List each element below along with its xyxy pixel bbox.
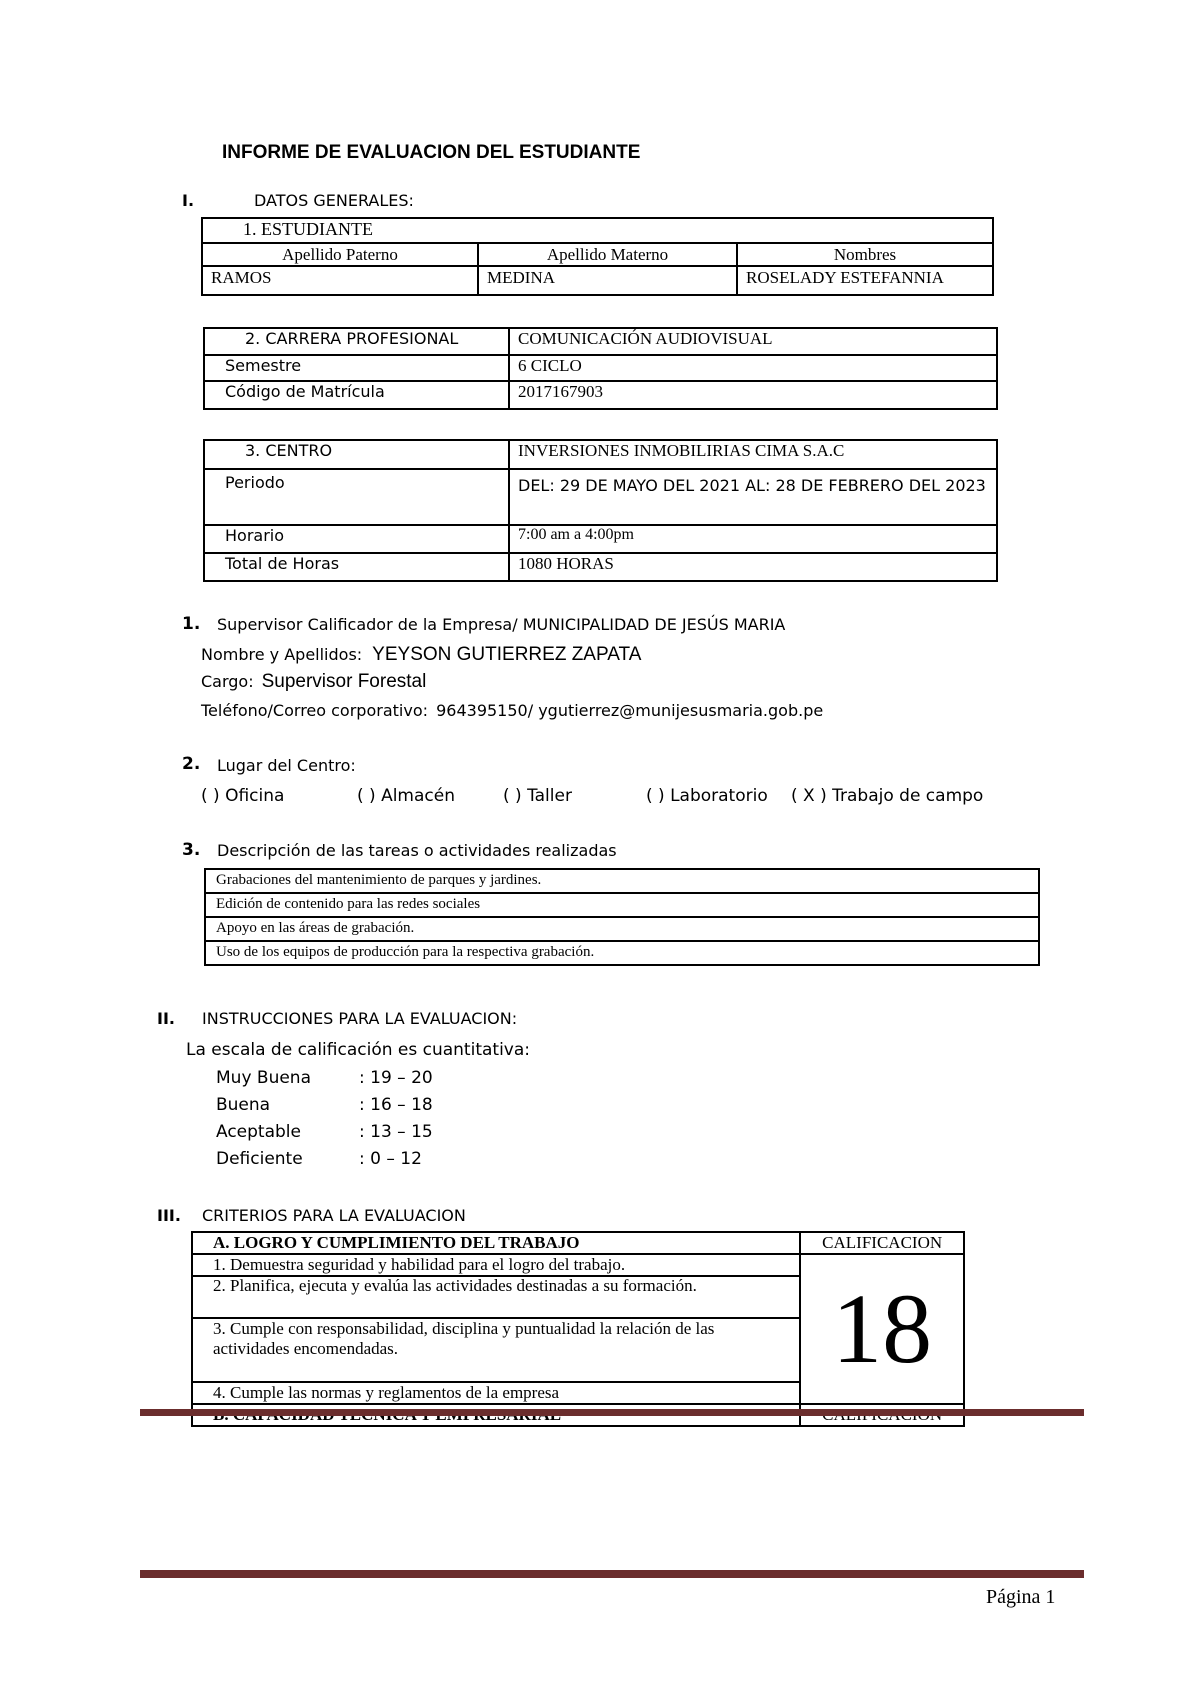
scale-row	[216, 1095, 433, 1115]
tasks-table	[204, 868, 1040, 966]
place-number: 2.	[182, 754, 201, 774]
option-taller: ( ) Taller	[503, 786, 572, 806]
career-table	[203, 327, 998, 410]
task-item: Grabaciones del mantenimiento de parques y jardines.	[205, 869, 1039, 893]
total-hours-value: 1080 HORAS	[509, 553, 997, 581]
section-2-numeral: II.	[157, 1009, 175, 1028]
supervisor-role-line	[201, 671, 426, 693]
place-options	[0, 786, 1200, 810]
option-oficina: ( ) Oficina	[201, 786, 285, 806]
footer-rule	[140, 1570, 1084, 1578]
career-label: 2. CARRERA PROFESIONAL	[204, 328, 509, 355]
semester-value: 6 CICLO	[509, 355, 997, 381]
section-3-heading: CRITERIOS PARA LA EVALUACION	[202, 1206, 466, 1225]
scale-row	[216, 1068, 433, 1088]
scale-intro: La escala de calificación es cuantitativa:	[186, 1040, 531, 1060]
enrollment-code-label: Código de Matrícula	[204, 381, 509, 409]
supervisor-heading: Supervisor Calificador de la Empresa/ MUNICIPALIDAD DE JESÚS MARIA	[217, 615, 786, 634]
supervisor-role-label: Cargo:	[201, 672, 254, 691]
center-value: INVERSIONES INMOBILIRIAS CIMA S.A.C	[509, 440, 997, 469]
period-value: DEL: 29 DE MAYO DEL 2021 AL: 28 DE FEBRERO DEL 2023	[509, 469, 997, 525]
section-3-numeral: III.	[157, 1206, 181, 1225]
total-hours-label: Total de Horas	[204, 553, 509, 581]
value-nombres: ROSELADY ESTEFANNIA	[737, 266, 993, 295]
scale-label: Buena	[216, 1095, 271, 1115]
col-nombres: Nombres	[737, 243, 993, 266]
tasks-heading: Descripción de las tareas o actividades realizadas	[217, 841, 617, 860]
criterion-item: 2. Planifica, ejecuta y evalúa las actividades destinadas a su formación.	[192, 1276, 800, 1318]
supervisor-name-label: Nombre y Apellidos:	[201, 645, 363, 664]
schedule-value: 7:00 am a 4:00pm	[509, 525, 997, 553]
center-table	[203, 439, 998, 582]
scale-row	[216, 1149, 422, 1169]
scale-range: : 13 – 15	[359, 1122, 433, 1142]
section-1-heading: DATOS GENERALES:	[254, 191, 414, 210]
student-header: 1. ESTUDIANTE	[202, 218, 993, 243]
scale-range: : 19 – 20	[359, 1068, 433, 1088]
career-value: COMUNICACIÓN AUDIOVISUAL	[509, 328, 997, 355]
supervisor-name: YEYSON GUTIERREZ ZAPATA	[372, 644, 642, 665]
option-laboratorio: ( ) Laboratorio	[646, 786, 768, 806]
col-apellido-materno: Apellido Materno	[478, 243, 737, 266]
task-item: Apoyo en las áreas de grabación.	[205, 917, 1039, 941]
supervisor-contact-label: Teléfono/Correo corporativo:	[201, 701, 428, 720]
group-a-grade-label: CALIFICACION	[800, 1232, 964, 1254]
header-rule	[140, 1409, 1084, 1416]
place-heading: Lugar del Centro:	[217, 756, 356, 775]
value-apellido-paterno: RAMOS	[202, 266, 478, 295]
semester-label: Semestre	[204, 355, 509, 381]
group-a-heading: A. LOGRO Y CUMPLIMIENTO DEL TRABAJO	[192, 1232, 800, 1254]
value-apellido-materno: MEDINA	[478, 266, 737, 295]
enrollment-code-value: 2017167903	[509, 381, 997, 409]
scale-label: Aceptable	[216, 1122, 301, 1142]
schedule-label: Horario	[204, 525, 509, 553]
student-table	[201, 217, 994, 296]
supervisor-contact-line	[201, 701, 823, 720]
criterion-item: 4. Cumple las normas y reglamentos de la empresa	[192, 1382, 800, 1404]
option-trabajo-de-campo: ( X ) Trabajo de campo	[791, 786, 984, 806]
task-item: Edición de contenido para las redes sociales	[205, 893, 1039, 917]
criterion-item: 3. Cumple con responsabilidad, disciplina y puntualidad la relación de las actividades encomendadas.	[192, 1318, 800, 1382]
task-item: Uso de los equipos de producción para la respectiva grabación.	[205, 941, 1039, 965]
criteria-table	[191, 1231, 965, 1427]
period-label: Periodo	[204, 469, 509, 525]
criterion-item: 1. Demuestra seguridad y habilidad para el logro del trabajo.	[192, 1254, 800, 1276]
scale-row	[216, 1122, 433, 1142]
center-label: 3. CENTRO	[204, 440, 509, 469]
scale-label: Deficiente	[216, 1149, 303, 1169]
page-number: Página 1	[986, 1586, 1056, 1608]
tasks-number: 3.	[182, 840, 201, 860]
supervisor-role: Supervisor Forestal	[261, 671, 427, 692]
option-almacen: ( ) Almacén	[357, 786, 455, 806]
group-a-grade: 18	[800, 1254, 964, 1404]
section-1-numeral: I.	[182, 191, 195, 210]
col-apellido-paterno: Apellido Paterno	[202, 243, 478, 266]
scale-label: Muy Buena	[216, 1068, 311, 1088]
supervisor-name-line	[201, 644, 641, 666]
scale-range: : 16 – 18	[359, 1095, 433, 1115]
page-title: INFORME DE EVALUACION DEL ESTUDIANTE	[222, 142, 641, 163]
scale-range: : 0 – 12	[359, 1149, 422, 1169]
supervisor-number: 1.	[182, 614, 201, 634]
section-2-heading: INSTRUCCIONES PARA LA EVALUACION:	[202, 1009, 518, 1028]
supervisor-contact: 964395150/ ygutierrez@munijesusmaria.gob.pe	[436, 701, 824, 720]
